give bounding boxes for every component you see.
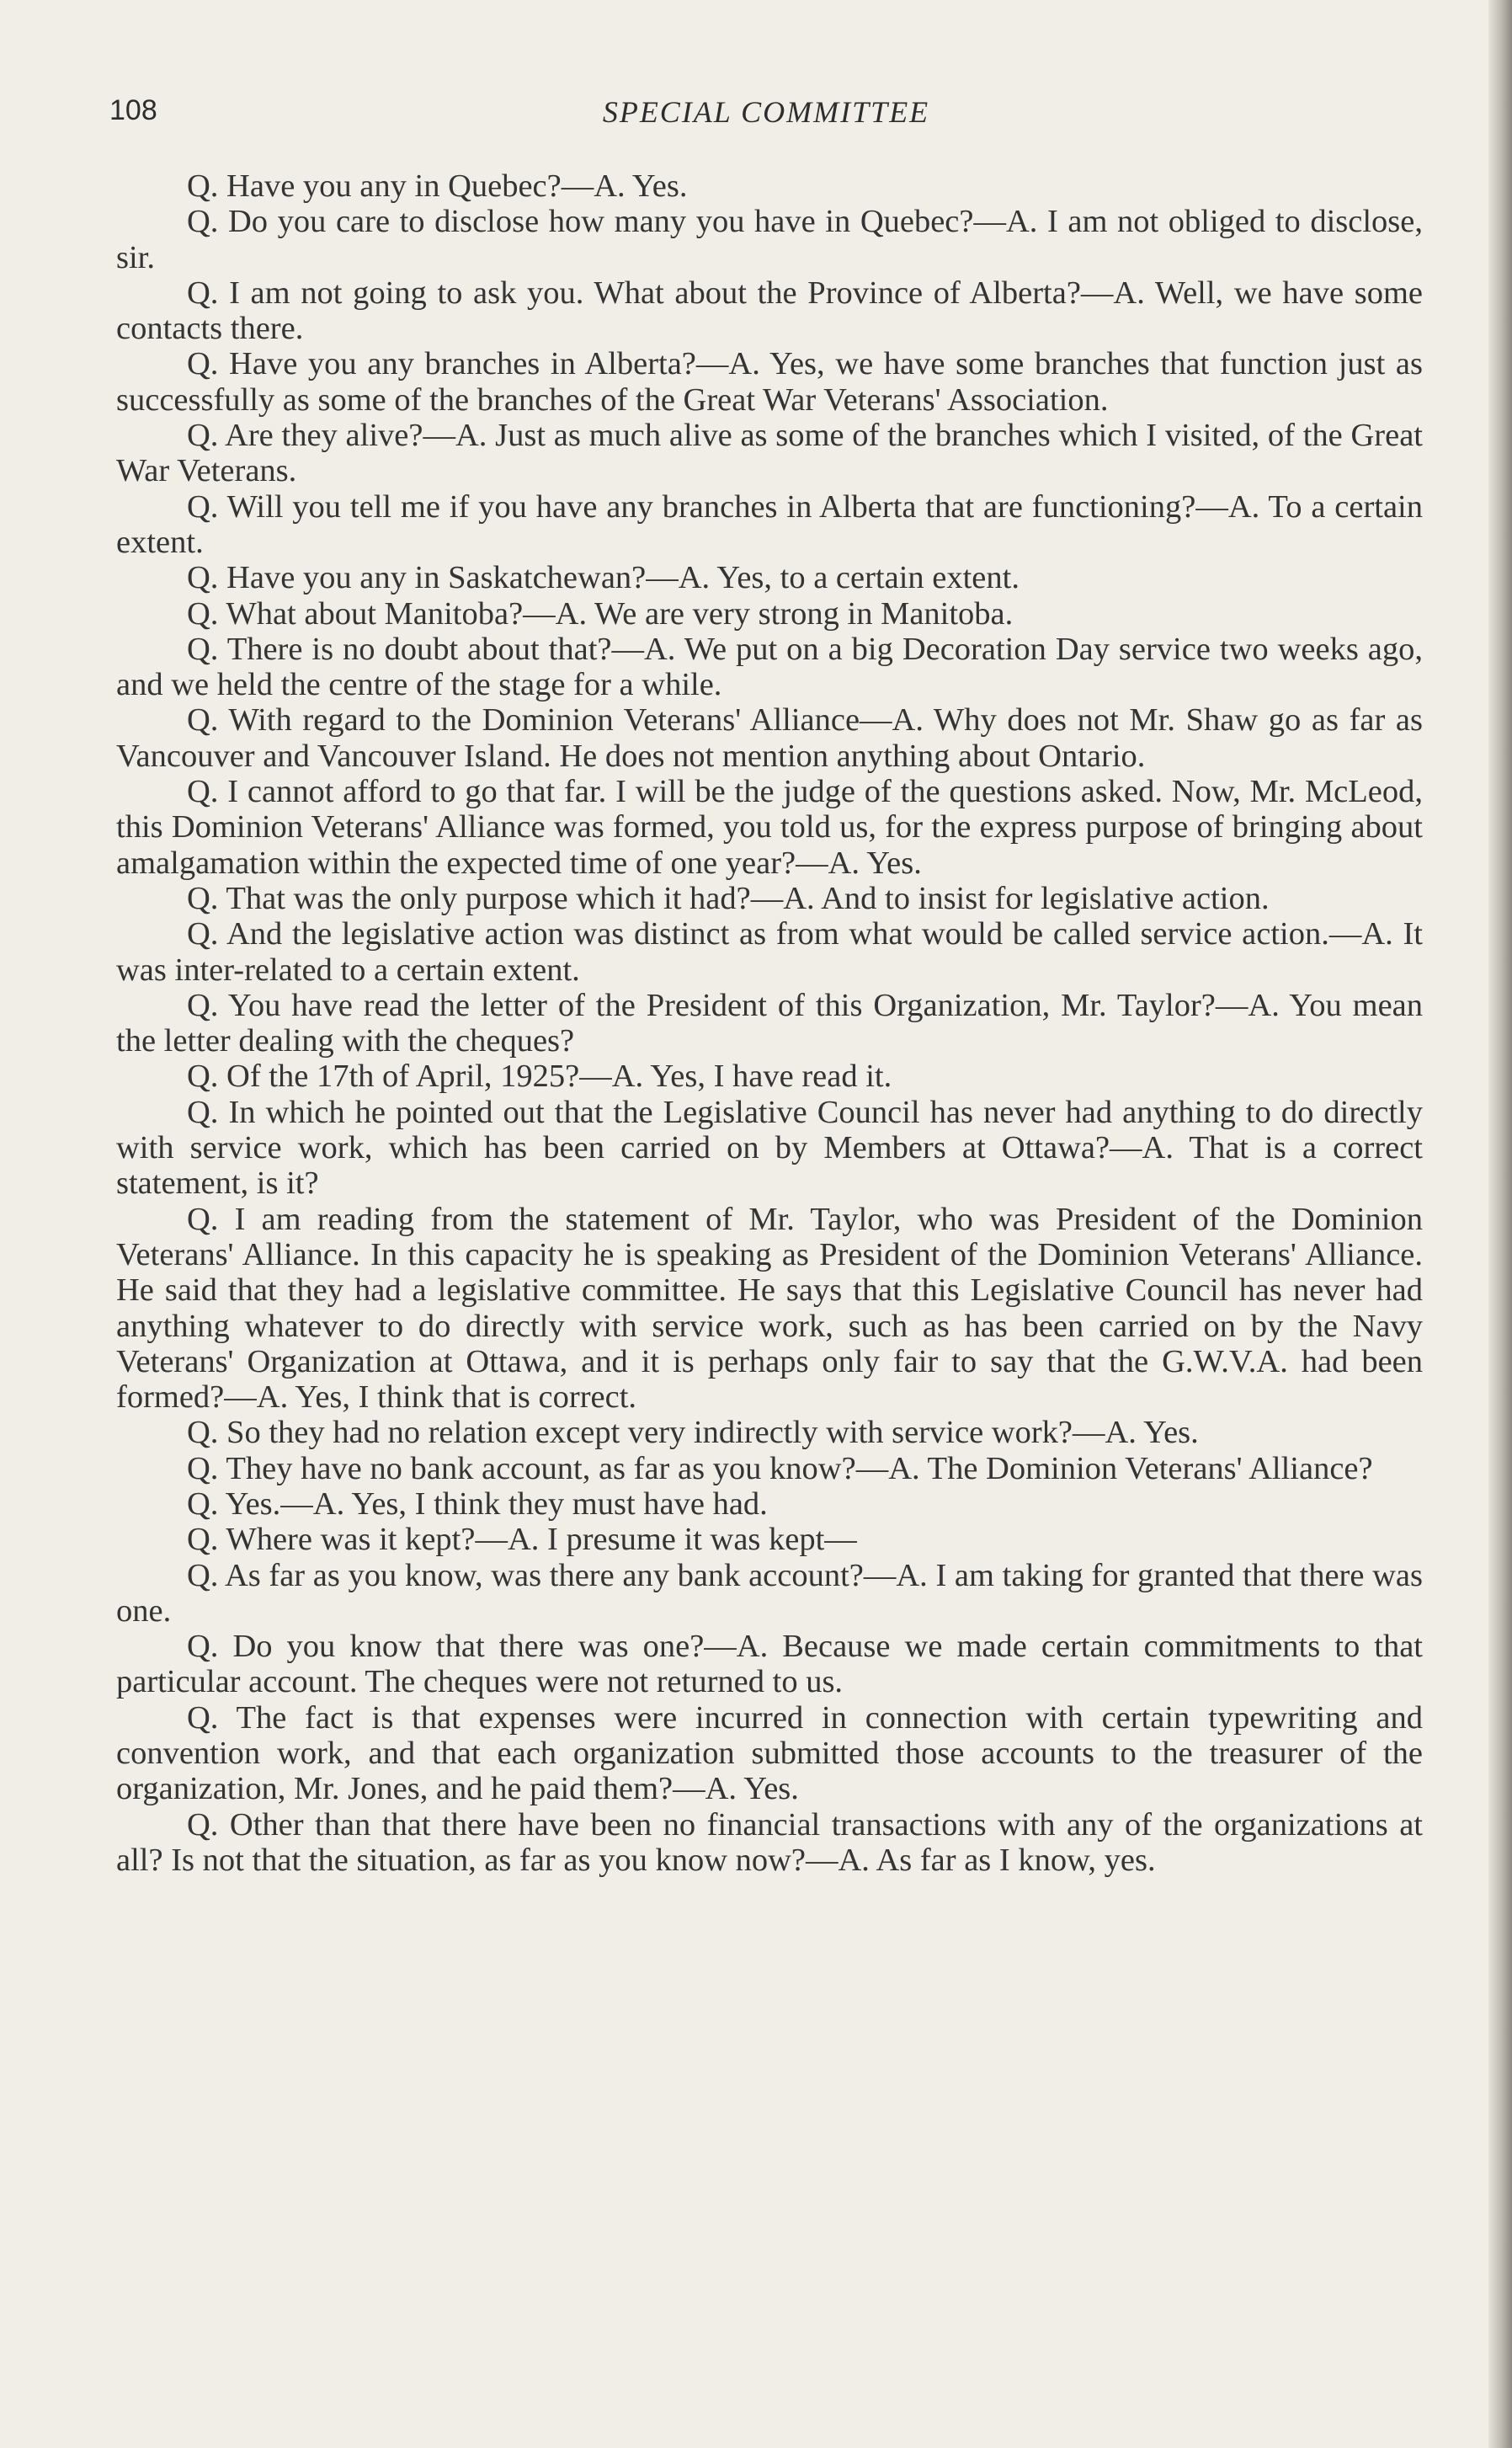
- paragraph: Q. Have you any in Saskatchewan?—A. Yes, to a certain extent.: [187, 560, 1020, 596]
- paragraph: Q. So they had no relation except very indirectly with service work?—A. Yes.: [187, 1415, 1199, 1451]
- page-edge-shadow: [1488, 0, 1512, 2448]
- paragraph: Q. Have you any in Quebec?—A. Yes.: [187, 168, 688, 204]
- running-head: SPECIAL COMMITTEE: [602, 95, 930, 129]
- paragraph: Q. That was the only purpose which it had?—A. And to insist for legislative action.: [187, 880, 1270, 916]
- paragraph: Q. There is no doubt about that?—A. We put on a big Decoration Day service two weeks ago, and we held the centre of the stage for a while.: [116, 631, 1423, 703]
- paragraph: Q. I am not going to ask you. What about the Province of Alberta?—A. Well, we have some contacts there.: [116, 275, 1423, 347]
- paragraph: Q. What about Manitoba?—A. We are very strong in Manitoba.: [187, 595, 1014, 632]
- page-header: [109, 94, 1423, 141]
- paragraph: Q. With regard to the Dominion Veterans' Alliance—A. Why does not Mr. Shaw go as far as Vancouver and Vancouver Island. He does not mention anything about Ontario.: [116, 702, 1423, 774]
- page-number: 108: [109, 94, 157, 126]
- paragraph: Q. Other than that there have been no financial transactions with any of the organizations at all? Is not that the situation, as far as you know now?—A. As far as I know, yes.: [116, 1806, 1423, 1878]
- paragraph: Q. I am reading from the statement of Mr. Taylor, who was President of the Dominion Veterans' Alliance. In this capacity he is speaking as President of the Dominion Veterans' Alliance. He said that they had a legislative committee. He says that this Legislative Council has never had anything whatever to do directly with service work, such as has been carried on by the Navy Veterans' Organization at Ottawa, and it is perhaps only fair to say that the G.W.V.A. had been formed?—A. Yes, I think that is correct.: [116, 1201, 1423, 1416]
- paragraph: Q. The fact is that expenses were incurred in connection with certain typewriting and convention work, and that each organization submitted those accounts to the treasurer of the organization, Mr. Jones, and he paid them?—A. Yes.: [116, 1699, 1423, 1807]
- paragraph: Q. As far as you know, was there any bank account?—A. I am taking for granted that there was one.: [116, 1557, 1423, 1629]
- paragraph: Q. I cannot afford to go that far. I will be the judge of the questions asked. Now, Mr. McLeod, this Dominion Veterans' Alliance was formed, you told us, for the express purpose of bringing about amalgamation within the expected time of one year?—A. Yes.: [116, 774, 1423, 881]
- paragraph: Q. And the legislative action was distinct as from what would be called service action.—A. It was inter-related to a certain extent.: [116, 916, 1423, 988]
- paragraph: Q. Where was it kept?—A. I presume it was kept—: [187, 1522, 857, 1558]
- paragraph: Q. Are they alive?—A. Just as much alive as some of the branches which I visited, of the Great War Veterans.: [116, 418, 1423, 489]
- paragraph: Q. Do you care to disclose how many you have in Quebec?—A. I am not obliged to disclose, sir.: [116, 204, 1423, 275]
- paragraph: Q. Of the 17th of April, 1925?—A. Yes, I have read it.: [187, 1059, 892, 1095]
- paragraph: Q. You have read the letter of the President of this Organization, Mr. Taylor?—A. You mean the letter dealing with the cheques?: [116, 987, 1423, 1059]
- paragraph: Q. In which he pointed out that the Legislative Council has never had anything to do directly with service work, which has been carried on by Members at Ottawa?—A. That is a correct statement, is it?: [116, 1094, 1423, 1202]
- paragraph: Q. Have you any branches in Alberta?—A. Yes, we have some branches that function just as successfully as some of the branches of the Great War Veterans' Association.: [116, 346, 1423, 418]
- paragraph: Q. Yes.—A. Yes, I think they must have had.: [187, 1485, 768, 1522]
- paragraph: Q. Will you tell me if you have any branches in Alberta that are functioning?—A. To a certain extent.: [116, 488, 1423, 560]
- paragraph: Q. Do you know that there was one?—A. Because we made certain commitments to that particular account. The cheques were not returned to us.: [116, 1629, 1423, 1700]
- paragraph: Q. They have no bank account, as far as you know?—A. The Dominion Veterans' Alliance?: [187, 1450, 1373, 1486]
- transcript-body: [116, 168, 1423, 1878]
